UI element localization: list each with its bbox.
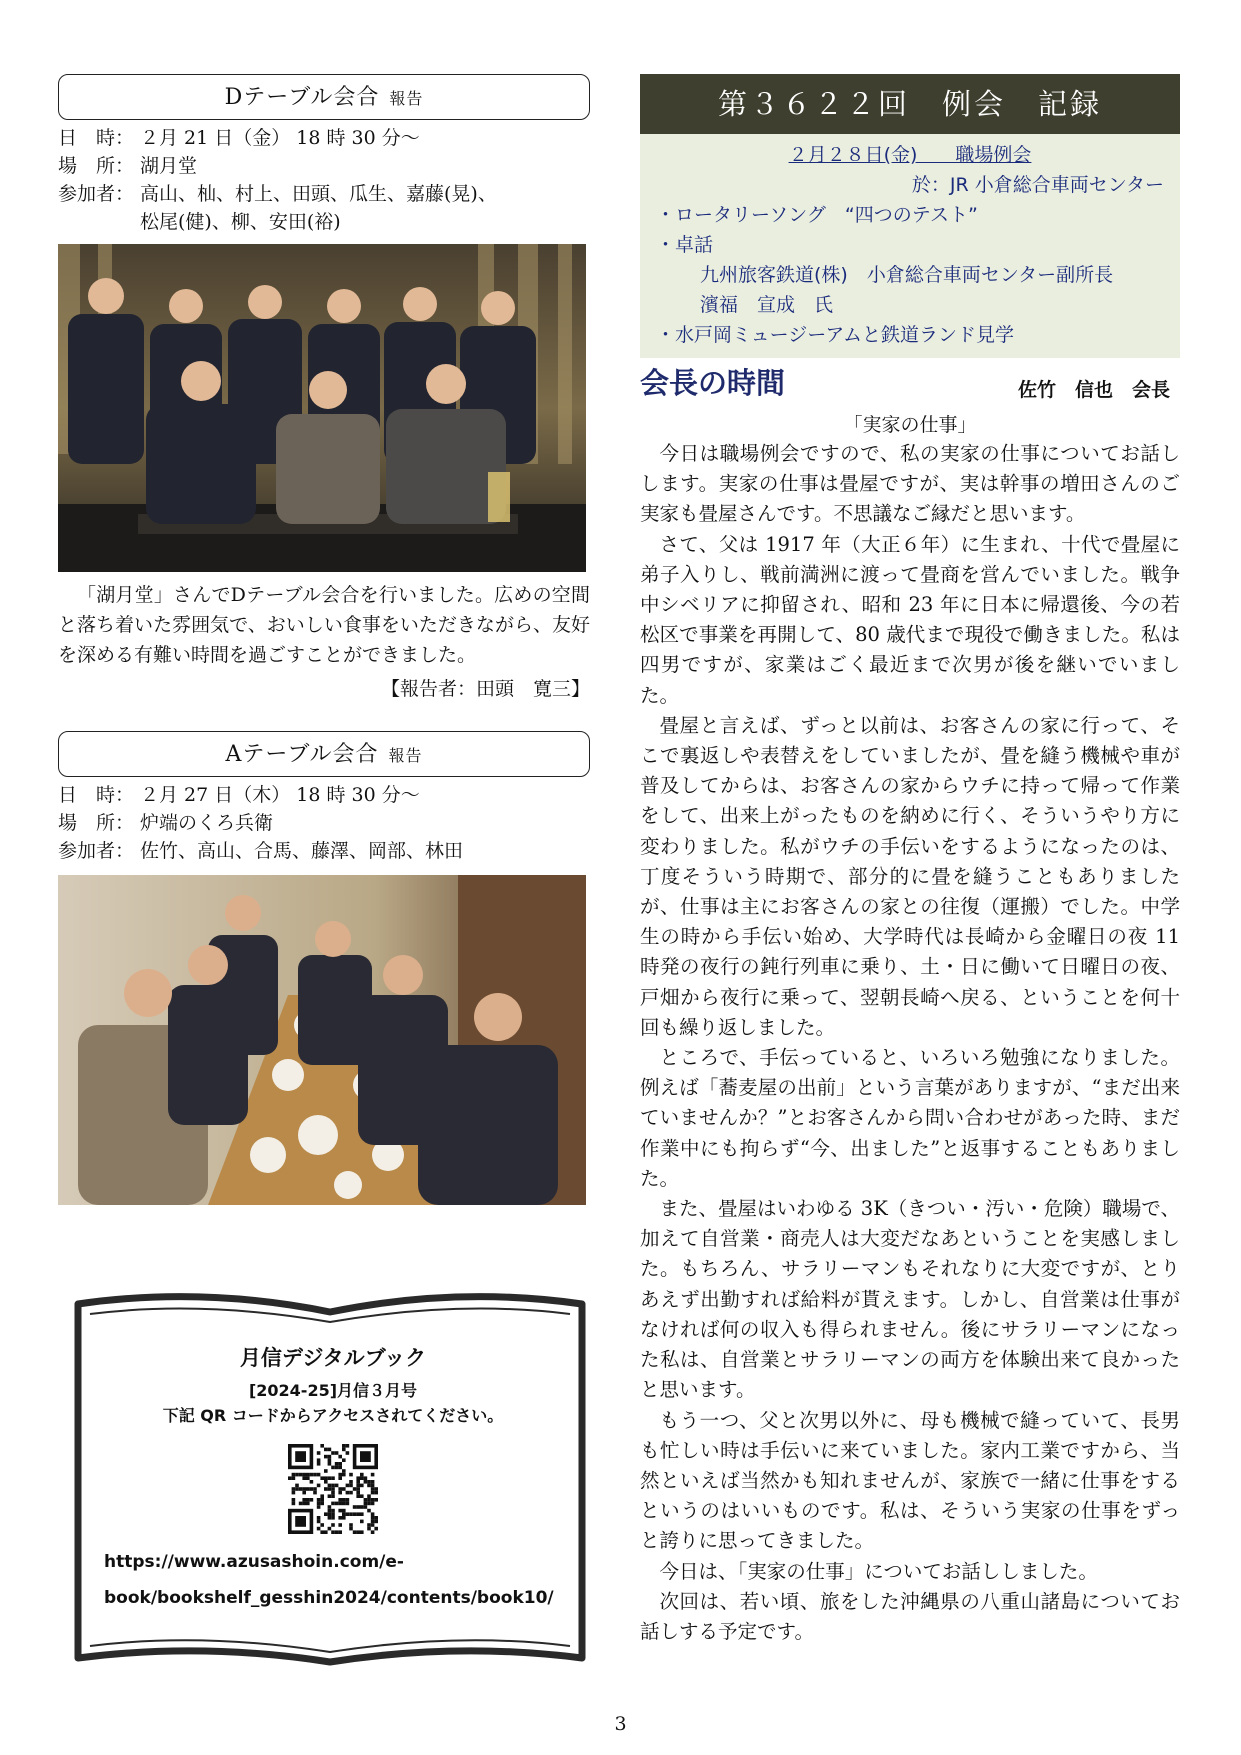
d-table-title-suffix: 報告 [389,89,424,108]
speaker-name: 濱福 宣成 氏 [700,294,834,316]
record-item-talk: ・卓話 [656,234,714,256]
place-value: 炉端のくろ兵衛 [140,812,274,834]
speaker-org: 九州旅客鉄道(株) 小倉総合車両センター副所長 [700,264,1114,286]
speech-paragraph: また、畳屋はいわゆる 3K（きつい・汚い・危険）職場で、加えて自営業・商売人は大変だなあということを実感しました。もちろん、サラリーマンもそれなりに大変ですが、とりあえず出勤すれば給料が貰えます。しかし、自営業は仕事がなければ何の収入も得られません。後にサラリーマンになった私は、自営業とサラリーマンの両方を体験出来て良かったと思います。 [640,1197,1180,1402]
a-table-photo [58,875,586,1205]
place-label: 場 所： [58,155,135,177]
members-line1: 高山、杣、村上、田頭、瓜生、嘉藤(晃)、 [140,183,497,205]
book-url[interactable] [98,1544,568,1616]
page-number: 3 [614,1713,627,1735]
d-table-reporter: 【報告者：田頭 寛三】 [380,678,590,700]
members-line2: 松尾(健)、柳、安田(裕) [140,211,341,233]
chair-time-header [640,362,1180,402]
meeting-venue: 於：JR 小倉総合車両センター [911,174,1164,196]
right-column [640,74,1180,1647]
speech-paragraph: ところで、手伝っていると、いろいろ勉強になりました。例えば「蕎麦屋の出前」という言葉がありますが、“まだ出来ていませんか？”とお客さんから問い合わせがあった時、まだ作業中にも拘らず“今、出ました”と返事することもありました。 [640,1046,1180,1190]
chair-name: 佐竹 信也 会長 [1017,379,1170,401]
a-table-title-suffix: 報告 [388,746,423,765]
d-table-body: 「湖月堂」さんでDテーブル会合を行いました。広めの空間と落ち着いた雰囲気で、おいしい食事をいただきながら、友好を深める有難い時間を過ごすことができました。 [58,584,590,666]
date-value: ２月 21 日（金） 18 時 30 分～ [140,127,420,149]
date-label: 日 時： [58,127,135,149]
date-label: 日 時： [58,784,135,806]
speech-paragraph: 次回は、若い頃、旅をした沖縄県の八重山諸島についてお話しする予定です。 [640,1589,1180,1643]
chair-speech [640,439,1180,1647]
d-table-heading [58,74,590,120]
a-table-title: Aテーブル会合 [225,742,379,767]
book-issue: [2024-25]月信３月号 [248,1381,418,1400]
speech-paragraph: 畳屋と言えば、ずっと以前は、お客さんの家に行って、そこで裏返しや表替えをしていましたが、畳を縫う機械や車が普及してからは、お客さんの家からウチに持って帰って作業をして、出来上がったものを納めに行く、そういうやり方に変わりました。私がウチの手伝いをするようになったのは、丁度そういう時期で、部分的に畳を縫うこともありましたが、仕事は主にお客さんの家との往復（運搬）でした。中学生の時から手伝い始め、大学時代は長崎から金曜日の夜 11 時発の夜行の鈍行列車に乗り、土・日に働いて日曜日の夜、戸畑から夜行に乗って、翌朝長崎へ戻る、ということを何十回も繰り返しました。 [640,713,1180,1039]
members-label: 参加者： [58,840,135,862]
digital-book-content [98,1342,568,1616]
record-item-song: ・ロータリーソング “四つのテスト” [656,204,978,226]
place-label: 場 所： [58,812,135,834]
speech-paragraph: 今日は職場例会ですので、私の実家の仕事についてお話しします。実家の仕事は畳屋ですが、実は幹事の増田さんのご実家も畳屋さんです。不思議なご縁だと思います。 [640,442,1180,526]
speech-paragraph: さて、父は 1917 年（大正６年）に生まれ、十代で畳屋に弟子入りし、戦前満洲に渡って畳商を営んでいました。戦争中シベリアに抑留され、昭和 23 年に日本に帰還後、今の若松区で事業を再開して、80 歳代まで現役で働きました。私は四男ですが、家業はごく最近まで次男が後を継いでいました。 [640,532,1180,707]
d-table-photo [58,244,586,572]
members-label: 参加者： [58,183,135,205]
digital-book-box [72,1292,588,1670]
a-table-info [58,781,590,865]
meeting-date: ２月２８日(金) 職場例会 [788,144,1032,166]
qr-code [288,1444,378,1534]
speech-paragraph: もう一つ、父と次男以外に、母も機械で縫っていて、長男も忙しい時は手伝いに来ていました。家内工業ですから、当然といえば当然かも知れませんが、家族で一緒に仕事をするというのはいいものです。私は、そういう実家の仕事をずっと誇りに思ってきました。 [640,1408,1180,1553]
a-table-heading [58,731,590,777]
date-value: ２月 27 日（木） 18 時 30 分～ [140,784,420,806]
meeting-record-box [640,134,1180,358]
book-instruction: 下記 QR コードからアクセスされてください。 [162,1406,504,1425]
left-column [58,74,590,1205]
d-table-info [58,124,590,236]
chair-time-heading: 会長の時間 [640,366,786,400]
d-table-title: Dテーブル会合 [224,85,380,110]
place-value: 湖月堂 [140,155,198,177]
book-title: 月信デジタルブック [239,1346,427,1370]
speech-paragraph: 今日は、「実家の仕事」についてお話ししました。 [659,1559,1098,1583]
speech-title: 「実家の仕事」 [843,414,977,436]
members-line1: 佐竹、高山、合馬、藤澤、岡部、林田 [140,840,464,862]
meeting-record-banner: 第３６２２回 例会 記録 [640,74,1180,134]
book-url-line2[interactable]: book/bookshelf_gesshin2024/contents/book10/ [104,1588,554,1608]
book-url-line1[interactable]: https://www.azusashoin.com/e- [104,1552,404,1572]
record-item-tour: ・水戸岡ミュージーアムと鉄道ランド見学 [656,324,1014,346]
